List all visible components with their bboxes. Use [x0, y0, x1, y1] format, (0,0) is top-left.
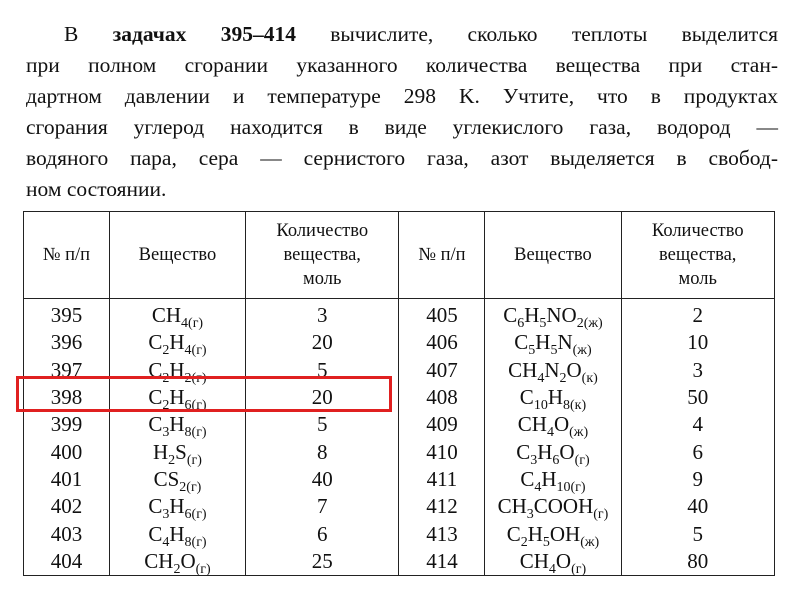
substance-cell [485, 384, 621, 414]
substance-cell [109, 299, 245, 330]
formula: $CH_4O_{(г)}$ [519, 548, 587, 577]
amount-cell: 50 [621, 384, 775, 411]
amount-cell: 4 [621, 411, 775, 438]
task-number: 404 [24, 548, 110, 576]
task-range: задачах 395–414 [112, 22, 296, 46]
amount-cell: 6 [246, 520, 399, 547]
formula: $C_2H_{4(г)}$ [148, 330, 207, 359]
problem-statement [26, 19, 778, 205]
task-number: 407 [399, 357, 485, 384]
formula: $C_3H_{6(г)}$ [148, 494, 207, 523]
formula: $C_4H_{8(г)}$ [148, 521, 207, 550]
table-row [24, 299, 775, 330]
amount-cell: 5 [246, 357, 399, 384]
amount-cell: 6 [621, 438, 775, 465]
formula: $C_6H_5NO_{2(ж)}$ [503, 303, 603, 332]
task-number: 414 [399, 548, 485, 576]
table-header-row [24, 212, 775, 299]
amount-cell: 20 [246, 384, 399, 411]
table-row [24, 411, 775, 438]
substance-cell [109, 548, 245, 576]
table-row [24, 548, 775, 576]
task-number: 413 [399, 520, 485, 547]
substance-cell [485, 411, 621, 441]
formula: $C_3H_6O_{(г)}$ [516, 439, 590, 468]
substance-cell [109, 520, 245, 550]
formula: $CS_{2(г)}$ [153, 466, 202, 495]
task-number: 397 [24, 357, 110, 384]
intro-line: водяного пара, сера — сернистого газа, азот выделяется в свобод- [26, 146, 778, 170]
formula: $C_5H_5N_{(ж)}$ [514, 330, 592, 359]
substance-cell [485, 466, 621, 493]
substance-cell [485, 548, 621, 576]
table-row [24, 520, 775, 547]
amount-cell: 8 [246, 438, 399, 465]
amount-cell: 5 [246, 411, 399, 438]
header-number: № п/п [24, 212, 110, 299]
amount-cell: 80 [621, 548, 775, 576]
task-number: 396 [24, 329, 110, 356]
amount-cell: 3 [246, 299, 399, 330]
intro-line: сгорания углерод находится в виде углекислого газа, водород — [26, 115, 778, 139]
amount-cell: 20 [246, 329, 399, 356]
table-row [24, 438, 775, 465]
formula: $C_2H_{2(г)}$ [148, 357, 207, 386]
formula: $CH_4N_2O_{(к)}$ [508, 357, 598, 386]
task-number: 399 [24, 411, 110, 438]
substance-cell [485, 299, 621, 330]
formula: $CH_4O_{(ж)}$ [517, 412, 589, 441]
task-number: 405 [399, 299, 485, 330]
task-number: 409 [399, 411, 485, 438]
task-number: 395 [24, 299, 110, 330]
amount-cell: 10 [621, 329, 775, 356]
amount-cell: 7 [246, 493, 399, 520]
task-number: 410 [399, 438, 485, 465]
amount-cell: 40 [246, 466, 399, 493]
task-number: 406 [399, 329, 485, 356]
substance-cell [109, 466, 245, 493]
intro-line: при полном сгорании указанного количества вещества при стан- [26, 53, 778, 77]
header-number: № п/п [399, 212, 485, 299]
amount-cell: 2 [621, 299, 775, 330]
formula: $C_3H_{8(г)}$ [148, 412, 207, 441]
task-number: 403 [24, 520, 110, 547]
header-substance: Вещество [485, 212, 621, 299]
substance-cell [485, 357, 621, 384]
intro-line: дартном давлении и температуре 298 K. Учтите, что в продуктах [26, 84, 778, 108]
amount-cell: 40 [621, 493, 775, 520]
formula: $C_2H_{6(г)}$ [148, 385, 207, 414]
formula: $CH_3COOH_{(г)}$ [497, 494, 609, 523]
task-number: 400 [24, 438, 110, 465]
formula: $CH_{4(г)}$ [151, 303, 204, 332]
header-amount: Количество вещества, моль [246, 212, 399, 299]
task-number: 402 [24, 493, 110, 520]
intro-line: ном состоянии. [26, 177, 167, 201]
formula: $C_4H_{10(г)}$ [520, 466, 586, 495]
table-row [24, 329, 775, 356]
formula: $H_2S_{(г)}$ [153, 439, 202, 468]
task-number: 398 [24, 384, 110, 411]
substance-cell [485, 520, 621, 550]
amount-cell: 9 [621, 466, 775, 493]
task-number: 411 [399, 466, 485, 493]
task-number: 408 [399, 384, 485, 411]
formula: $CH_2O_{(г)}$ [144, 548, 211, 577]
substance-cell [109, 438, 245, 468]
table-row [24, 466, 775, 493]
header-substance: Вещество [109, 212, 245, 299]
task-number: 412 [399, 493, 485, 520]
substance-cell [109, 493, 245, 523]
amount-cell: 3 [621, 357, 775, 384]
substance-cell [485, 493, 621, 523]
intro-line: В задачах 395–414 вычислите, сколько теплоты выделится [64, 22, 779, 46]
substance-cell [109, 411, 245, 441]
table-row [24, 493, 775, 520]
amount-cell: 5 [621, 520, 775, 547]
task-number: 401 [24, 466, 110, 493]
highlight-box [16, 376, 392, 412]
substance-cell [109, 329, 245, 359]
substance-cell [485, 329, 621, 359]
header-amount: Количество вещества, моль [621, 212, 775, 299]
amount-cell: 25 [246, 548, 399, 576]
substance-cell [485, 438, 621, 468]
formula: $C_{10}H_{8(к)}$ [519, 385, 587, 414]
formula: $C_2H_5OH_{(ж)}$ [506, 521, 600, 550]
